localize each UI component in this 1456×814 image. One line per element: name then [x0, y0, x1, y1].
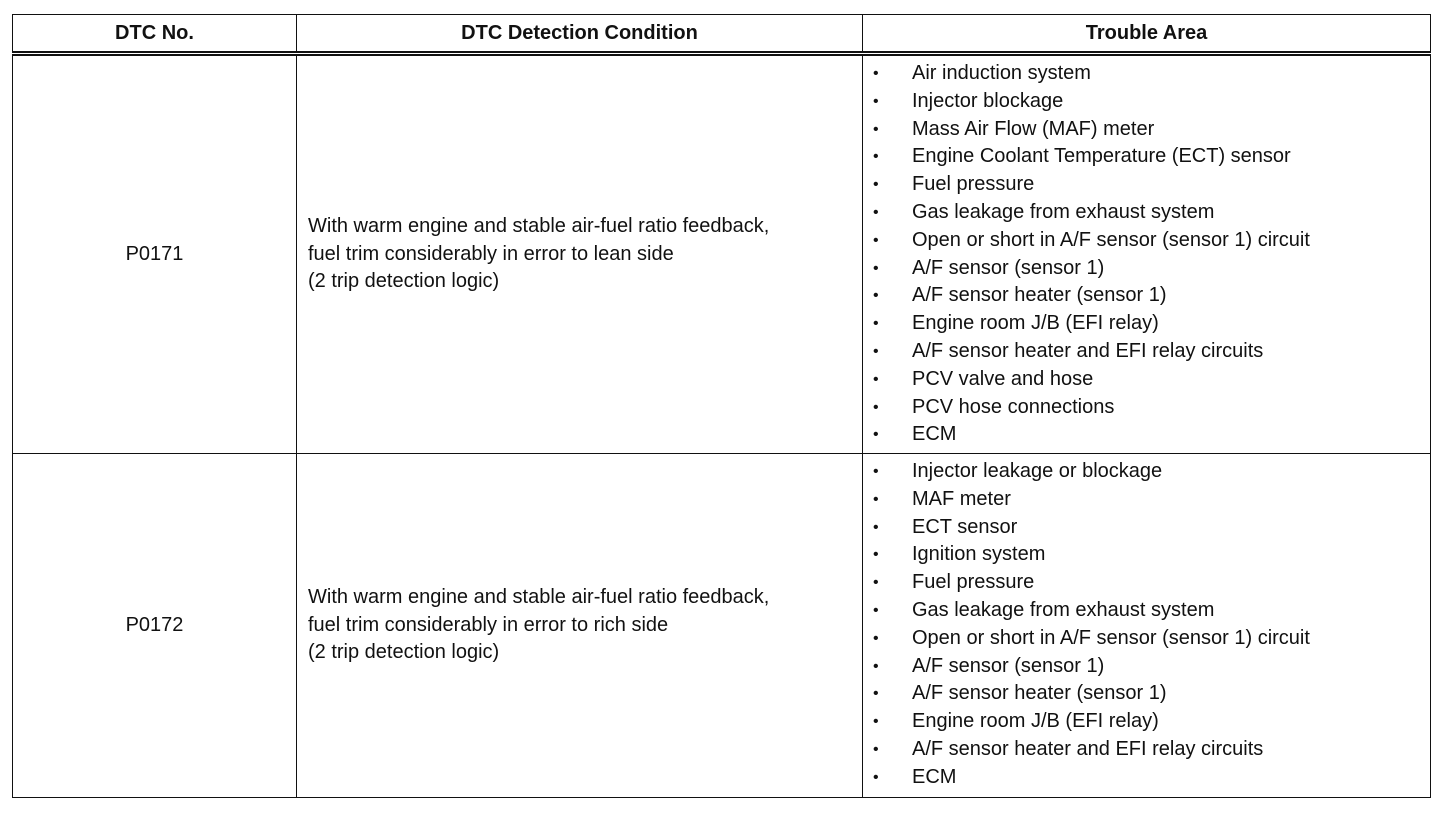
table-row: [13, 454, 1431, 798]
list-item: [863, 708, 1430, 736]
dtc-code: P0171: [13, 54, 297, 454]
bullet-icon: •: [873, 92, 879, 110]
trouble-area-text: A/F sensor heater (sensor 1): [912, 682, 1167, 705]
bullet-icon: •: [873, 768, 879, 786]
condition-line: fuel trim considerably in error to rich side: [308, 613, 669, 636]
list-item: [863, 366, 1430, 394]
condition-line: fuel trim considerably in error to lean side: [308, 242, 674, 265]
bullet-icon: •: [873, 426, 879, 444]
list-item: [863, 458, 1430, 486]
bullet-icon: •: [873, 574, 879, 592]
bullet-icon: •: [873, 713, 879, 731]
list-item: [863, 199, 1430, 227]
bullet-icon: •: [873, 287, 879, 305]
bullet-icon: •: [873, 315, 879, 333]
trouble-area-text: ECT sensor: [912, 515, 1018, 538]
trouble-area-text: Fuel pressure: [912, 571, 1035, 594]
detection-condition: [297, 454, 863, 798]
list-item: [863, 116, 1430, 144]
condition-line: With warm engine and stable air-fuel ratio feedback,: [308, 585, 770, 608]
bullet-icon: •: [873, 231, 879, 249]
condition-line: With warm engine and stable air-fuel ratio feedback,: [308, 214, 770, 237]
bullet-icon: •: [873, 370, 879, 388]
bullet-icon: •: [873, 490, 879, 508]
list-item: [863, 60, 1430, 88]
trouble-area-text: Engine Coolant Temperature (ECT) sensor: [912, 145, 1291, 168]
trouble-area-text: ECM: [912, 765, 957, 788]
trouble-area-text: Injector blockage: [912, 89, 1064, 112]
trouble-area-text: A/F sensor heater and EFI relay circuits: [912, 737, 1264, 760]
bullet-icon: •: [873, 740, 879, 758]
list-item: [863, 486, 1430, 514]
list-item: [863, 394, 1430, 422]
list-item: [863, 421, 1430, 449]
list-item: [863, 764, 1430, 792]
bullet-icon: •: [873, 463, 879, 480]
bullet-icon: •: [873, 120, 879, 138]
bullet-icon: •: [873, 65, 879, 82]
header-trouble-area: Trouble Area: [863, 15, 1431, 54]
list-item: [863, 88, 1430, 116]
list-item: [863, 255, 1430, 283]
trouble-area-text: Gas leakage from exhaust system: [912, 598, 1215, 621]
list-item: [863, 597, 1430, 625]
header-dtc-no: DTC No.: [13, 15, 297, 54]
list-item: [863, 338, 1430, 366]
condition-line: (2 trip detection logic): [308, 641, 500, 664]
list-item: [863, 625, 1430, 653]
trouble-area-text: A/F sensor (sensor 1): [912, 256, 1105, 279]
list-item: [863, 282, 1430, 310]
bullet-icon: •: [873, 148, 879, 166]
list-item: [863, 569, 1430, 597]
trouble-area-text: Fuel pressure: [912, 173, 1035, 196]
trouble-area-list: [863, 458, 1430, 792]
bullet-icon: •: [873, 601, 879, 619]
bullet-icon: •: [873, 176, 879, 194]
trouble-area: [863, 454, 1431, 798]
list-item: [863, 514, 1430, 542]
list-item: [863, 653, 1430, 681]
detection-condition: [297, 54, 863, 454]
trouble-area-text: A/F sensor (sensor 1): [912, 654, 1105, 677]
trouble-area-text: Gas leakage from exhaust system: [912, 200, 1215, 223]
trouble-area-text: Air induction system: [912, 62, 1091, 84]
dtc-table: [12, 14, 1431, 798]
trouble-area-text: MAF meter: [912, 487, 1011, 510]
trouble-area-text: Open or short in A/F sensor (sensor 1) circuit: [912, 228, 1310, 251]
list-item: [863, 680, 1430, 708]
list-item: [863, 227, 1430, 255]
trouble-area-text: ECM: [912, 423, 957, 446]
bullet-icon: •: [873, 259, 879, 277]
condition-line: (2 trip detection logic): [308, 270, 500, 293]
trouble-area-text: A/F sensor heater (sensor 1): [912, 284, 1167, 307]
trouble-area-text: A/F sensor heater and EFI relay circuits: [912, 339, 1264, 362]
trouble-area-text: Open or short in A/F sensor (sensor 1) circuit: [912, 626, 1310, 649]
bullet-icon: •: [873, 685, 879, 703]
trouble-area-text: Injector leakage or blockage: [912, 460, 1163, 482]
bullet-icon: •: [873, 546, 879, 564]
bullet-icon: •: [873, 203, 879, 221]
list-item: [863, 171, 1430, 199]
trouble-area-text: Ignition system: [912, 543, 1046, 566]
trouble-area-text: PCV hose connections: [912, 395, 1115, 418]
trouble-area-text: Engine room J/B (EFI relay): [912, 312, 1159, 335]
dtc-code: P0172: [13, 454, 297, 798]
list-item: [863, 736, 1430, 764]
bullet-icon: •: [873, 657, 879, 675]
table-body: [13, 54, 1431, 798]
header-row: [13, 15, 1431, 54]
trouble-area: [863, 54, 1431, 454]
trouble-area-text: PCV valve and hose: [912, 367, 1094, 390]
table-row: [13, 54, 1431, 454]
list-item: [863, 143, 1430, 171]
trouble-area-text: Engine room J/B (EFI relay): [912, 710, 1159, 733]
bullet-icon: •: [873, 518, 879, 536]
header-detection-condition: DTC Detection Condition: [297, 15, 863, 54]
table-header: [13, 15, 1431, 54]
trouble-area-text: Mass Air Flow (MAF) meter: [912, 117, 1155, 140]
bullet-icon: •: [873, 342, 879, 360]
list-item: [863, 310, 1430, 338]
list-item: [863, 541, 1430, 569]
bullet-icon: •: [873, 629, 879, 647]
trouble-area-list: [863, 60, 1430, 449]
bullet-icon: •: [873, 398, 879, 416]
